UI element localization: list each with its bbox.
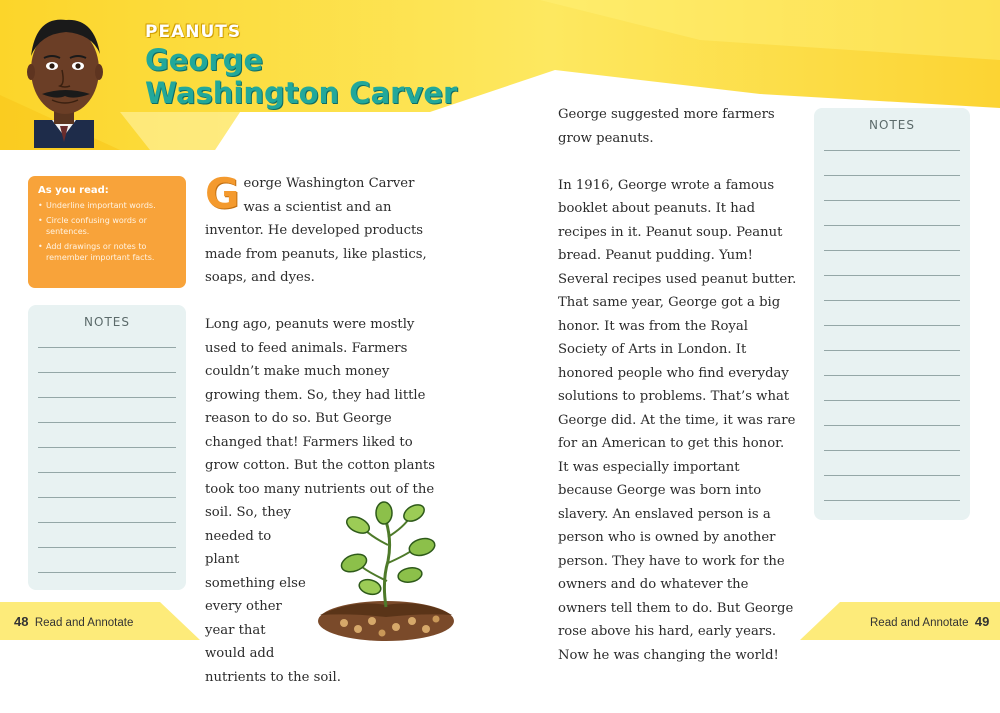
as-you-read-title: As you read: [38, 185, 109, 196]
note-line[interactable] [824, 475, 960, 476]
note-line[interactable] [38, 447, 176, 448]
note-line[interactable] [824, 325, 960, 326]
paragraph-intro [205, 169, 440, 290]
as-you-read-list [38, 200, 176, 263]
note-line[interactable] [38, 497, 176, 498]
page-number-left: 48 [14, 614, 29, 629]
paragraph-peanuts-history [205, 313, 440, 689]
note-line[interactable] [824, 375, 960, 376]
note-line[interactable] [38, 472, 176, 473]
as-you-read-box [28, 176, 186, 288]
article-column-2 [558, 103, 798, 691]
note-line[interactable] [824, 175, 960, 176]
section-title: PEANUTS [145, 22, 242, 42]
note-line[interactable] [38, 347, 176, 348]
note-line[interactable] [824, 300, 960, 301]
note-line[interactable] [824, 150, 960, 151]
note-line[interactable] [824, 350, 960, 351]
paragraph-suggestion: George suggested more farmers grow peanuts. [558, 107, 775, 146]
note-line[interactable] [824, 400, 960, 401]
note-line[interactable] [38, 522, 176, 523]
note-line[interactable] [38, 372, 176, 373]
note-line[interactable] [824, 225, 960, 226]
peanut-plant-icon [314, 501, 454, 643]
note-line[interactable] [824, 500, 960, 501]
paragraph-intro-text: eorge Washington Carver was a scientist and an inventor. He developed products made from peanuts, like plastics, soaps, and dyes. [205, 176, 427, 285]
footer-right [870, 614, 989, 629]
notes-title: NOTES [84, 315, 130, 329]
paragraph-booklet: In 1916, George wrote a famous booklet about peanuts. It had recipes in it. Peanut soup. Peanut bread. Peanut pudding. Yum! Several recipes used peanut butter. That same year, George got a big honor. It was from the Royal Society of Arts in London. It honored people who find everyday solutions to problems. That’s what George did. At the time, it was rare for an American to get this honor. It was especially important because George was born into slavery. An enslaved person is a person who is owned by another person. They have to work for the owners and do whatever the owners tell them to do. But George rose above his hard, early years. Now he was changing the world! [558, 177, 797, 663]
notes-panel-right[interactable] [814, 108, 970, 520]
as-you-read-item: • Add drawings or notes to remember important facts. [38, 241, 176, 263]
as-you-read-item: • Underline important words. [38, 200, 176, 211]
drop-cap: G [205, 169, 240, 218]
notes-panel-left[interactable] [28, 305, 186, 590]
portrait-icon [14, 8, 116, 148]
note-line[interactable] [824, 450, 960, 451]
page-number-right: 49 [974, 614, 990, 629]
note-line[interactable] [38, 422, 176, 423]
note-line[interactable] [38, 572, 176, 573]
note-line[interactable] [824, 275, 960, 276]
footer-label-left: Read and Annotate [34, 617, 134, 629]
note-line[interactable] [38, 547, 176, 548]
page-title: George Washington Carver [145, 43, 458, 110]
paragraph-wrap-text: they needed to plant something else every other year that would add nutrients to the soil. [205, 505, 341, 685]
notes-title: NOTES [869, 118, 915, 132]
paragraph-lead-text: Long ago, peanuts were mostly used to feed animals. Farmers couldn’t make much money growing them. So, they had little reason to do so. But George changed that! Farmers liked to grow cotton. But the cotton plants took too many nutrients out of the soil. So, [205, 317, 436, 520]
article-column-1 [205, 169, 440, 713]
note-line[interactable] [824, 425, 960, 426]
footer-left [14, 614, 133, 629]
as-you-read-item: • Circle confusing words or sentences. [38, 215, 176, 237]
note-line[interactable] [824, 200, 960, 201]
note-line[interactable] [824, 250, 960, 251]
footer-label-right: Read and Annotate [870, 617, 969, 629]
note-line[interactable] [38, 397, 176, 398]
plant-illustration [314, 501, 454, 643]
